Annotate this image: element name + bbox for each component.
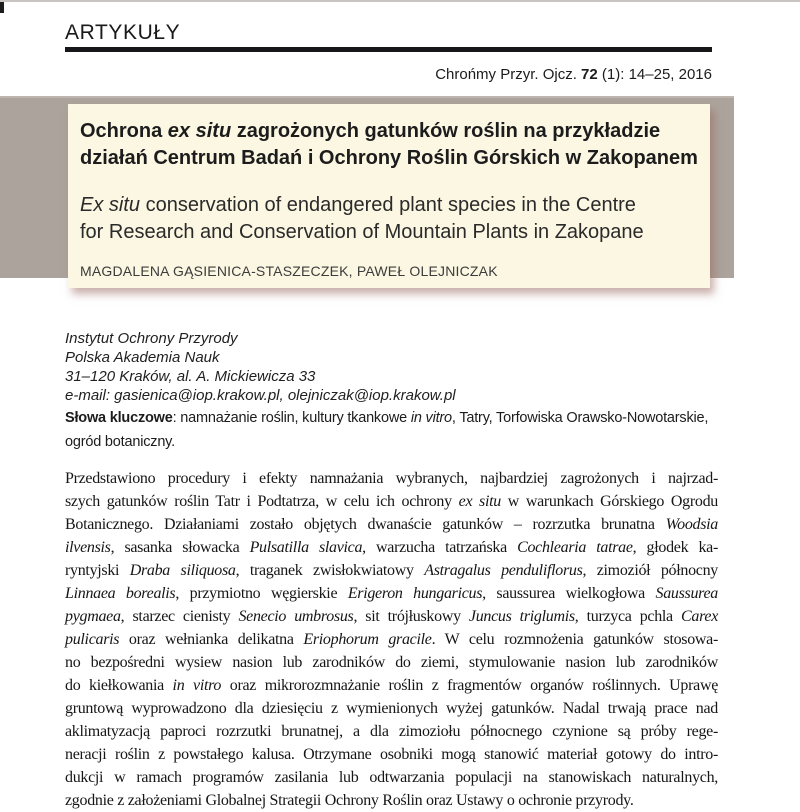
text-line: [65, 720, 718, 743]
text-segment: ogród botaniczny.: [65, 434, 175, 450]
text-line: [65, 743, 718, 766]
text-segment: . W celu rozmnożenia gatunków stosowa-: [431, 631, 719, 648]
text-segment: , przymiotno węgierskie: [175, 585, 348, 602]
text-segment: conservation of endangered plant species in the Centre: [140, 194, 636, 216]
text-line: 31–120 Kraków, al. A. Mickiewicza 33: [65, 368, 316, 385]
text-segment: , saussurea wielkogłowa: [482, 585, 656, 602]
text-segment: for Research and Conservation of Mountain Plants in Zakopane: [80, 221, 644, 243]
text-line: Instytut Ochrony Przyrody: [65, 330, 238, 347]
journal-citation: [65, 66, 712, 83]
text-segment: Chrońmy Przyr. Ojcz.: [435, 66, 582, 83]
text-segment: , starzec cienisty: [120, 608, 239, 625]
section-label: ARTYKUŁY: [65, 21, 181, 44]
text-segment: ryntyjski: [65, 562, 130, 579]
text-segment: , sit trójłuskowy: [353, 608, 469, 625]
text-line: [80, 118, 700, 145]
section-header: [65, 20, 712, 52]
text-segment: : namnażanie roślin, kultury tkankowe: [172, 410, 411, 426]
text-segment: Botanicznego. Działaniami zostało objętych dwanaście gatunków – rozrzutka brunatna: [65, 516, 666, 533]
text-segment: , sasanka słowacka: [110, 539, 250, 556]
text-line: [65, 490, 718, 513]
title-box: [68, 104, 710, 288]
page-corner-mark: [0, 2, 4, 13]
header-rule: [65, 47, 712, 52]
text-segment: oraz wełnianka delikatna: [119, 631, 304, 648]
text-line: [65, 559, 718, 582]
text-segment: Słowa kluczowe: [65, 410, 173, 426]
text-segment: gruntową wyprowadzono dla dziesięciu z wymienionych wyżej gatunków. Nadal trwają prace nad: [65, 700, 718, 717]
text-segment: działań Centrum Badań i Ochrony Roślin Górskich w Zakopanem: [80, 147, 698, 169]
text-line: [65, 406, 720, 430]
text-line: [65, 513, 718, 536]
text-segment: Astragalus penduliflorus: [424, 562, 583, 579]
text-segment: Pulsatilla slavica: [249, 539, 363, 556]
text-segment: no bezpośredni wysiew nasion lub zarodników do ziemi, stymulowanie nasion lub zarodników: [65, 654, 718, 671]
text-segment: Saussurea: [655, 585, 718, 602]
text-segment: , głodek ka-: [632, 539, 718, 556]
text-segment: ilvensis: [65, 539, 111, 556]
text-line: [65, 766, 718, 789]
text-segment: 72: [581, 66, 598, 83]
keywords-block: [65, 406, 720, 454]
article-title-polish: [80, 118, 700, 172]
text-line: [80, 192, 700, 219]
text-segment: do kiełkowania: [65, 677, 173, 694]
text-segment: ex situ: [458, 493, 501, 510]
text-line: [65, 536, 718, 559]
abstract-paragraph: [65, 467, 718, 812]
page-top-edge-line: [0, 0, 800, 2]
text-segment: , zimoziół północny: [582, 562, 718, 579]
text-segment: Draba siliquosa: [129, 562, 236, 579]
text-segment: in vitro: [410, 410, 452, 426]
text-line: [80, 145, 700, 172]
article-title-english: [80, 192, 700, 246]
text-segment: Woodsia: [665, 516, 718, 533]
text-line: [65, 582, 718, 605]
text-segment: , Tatry, Torfowiska Orawsko-Nowotarskie,: [451, 410, 709, 426]
text-segment: Linnaea borealis: [65, 585, 176, 602]
text-segment: szych gatunków roślin Tatr i Podtatrza, w celu ich ochrony: [65, 493, 459, 510]
text-segment: oraz mikrorozmnażanie roślin z fragmentów organów roślinnych. Uprawę: [221, 677, 719, 694]
text-line: [65, 651, 718, 674]
text-segment: zagrożonych gatunków roślin na przykładzie: [231, 120, 661, 142]
text-segment: (1): 14–25, 2016: [597, 66, 712, 83]
text-segment: Ochrona: [80, 120, 168, 142]
text-line: e-mail: gasienica@iop.krakow.pl, olejniczak@iop.krakow.pl: [65, 387, 456, 404]
text-segment: w warunkach Górskiego Ogrodu: [500, 493, 718, 510]
text-segment: Przedstawiono procedury i efekty namnażania wybranych, najbardziej zagrożonych i najrzad-: [65, 470, 718, 487]
text-line: [65, 674, 718, 697]
text-segment: Ex situ: [80, 194, 141, 216]
text-segment: ex situ: [167, 120, 232, 142]
text-line: [65, 697, 718, 720]
text-line: [65, 467, 718, 490]
text-segment: Cochlearia tatrae: [517, 539, 633, 556]
authors-line: MAGDALENA GĄSIENICA-STASZECZEK, PAWEŁ OLEJNICZAK: [80, 263, 498, 279]
text-segment: Senecio umbrosus: [238, 608, 354, 625]
text-segment: neracji roślin z powstałego kalusa. Otrzymane osobniki mogą stanowić materiał gotowy do intro-: [65, 746, 718, 763]
text-segment: Erigeron hungaricus: [347, 585, 483, 602]
text-segment: Juncus triglumis: [468, 608, 575, 625]
text-segment: zgodnie z założeniami Globalnej Strategii Ochrony Roślin oraz Ustawy o ochronie przyrody.: [65, 792, 634, 809]
text-segment: pulicaris: [65, 631, 120, 648]
affiliation-block: [65, 329, 456, 405]
text-segment: Eriophorum gracile: [303, 631, 432, 648]
text-line: [80, 219, 700, 246]
text-segment: aklimatyzacją paproci rozrzutki brunatnej, a dla zimoziołu północnego czynione są próby rege-: [65, 723, 718, 740]
text-line: Polska Akademia Nauk: [65, 349, 220, 366]
text-segment: , warzucha tatrzańska: [362, 539, 518, 556]
text-segment: in vitro: [172, 677, 222, 694]
text-segment: dukcji w ramach programów zasilania lub odtwarzania populacji na stanowiskach naturalnych,: [65, 769, 718, 786]
text-line: [65, 605, 718, 628]
text-segment: , turzyca pchla: [574, 608, 681, 625]
text-segment: pygmaea: [65, 608, 121, 625]
text-line: [65, 628, 718, 651]
text-segment: , traganek zwisłokwiatowy: [235, 562, 425, 579]
text-segment: Carex: [681, 608, 719, 625]
text-line: [65, 430, 720, 454]
text-line: [65, 789, 718, 812]
